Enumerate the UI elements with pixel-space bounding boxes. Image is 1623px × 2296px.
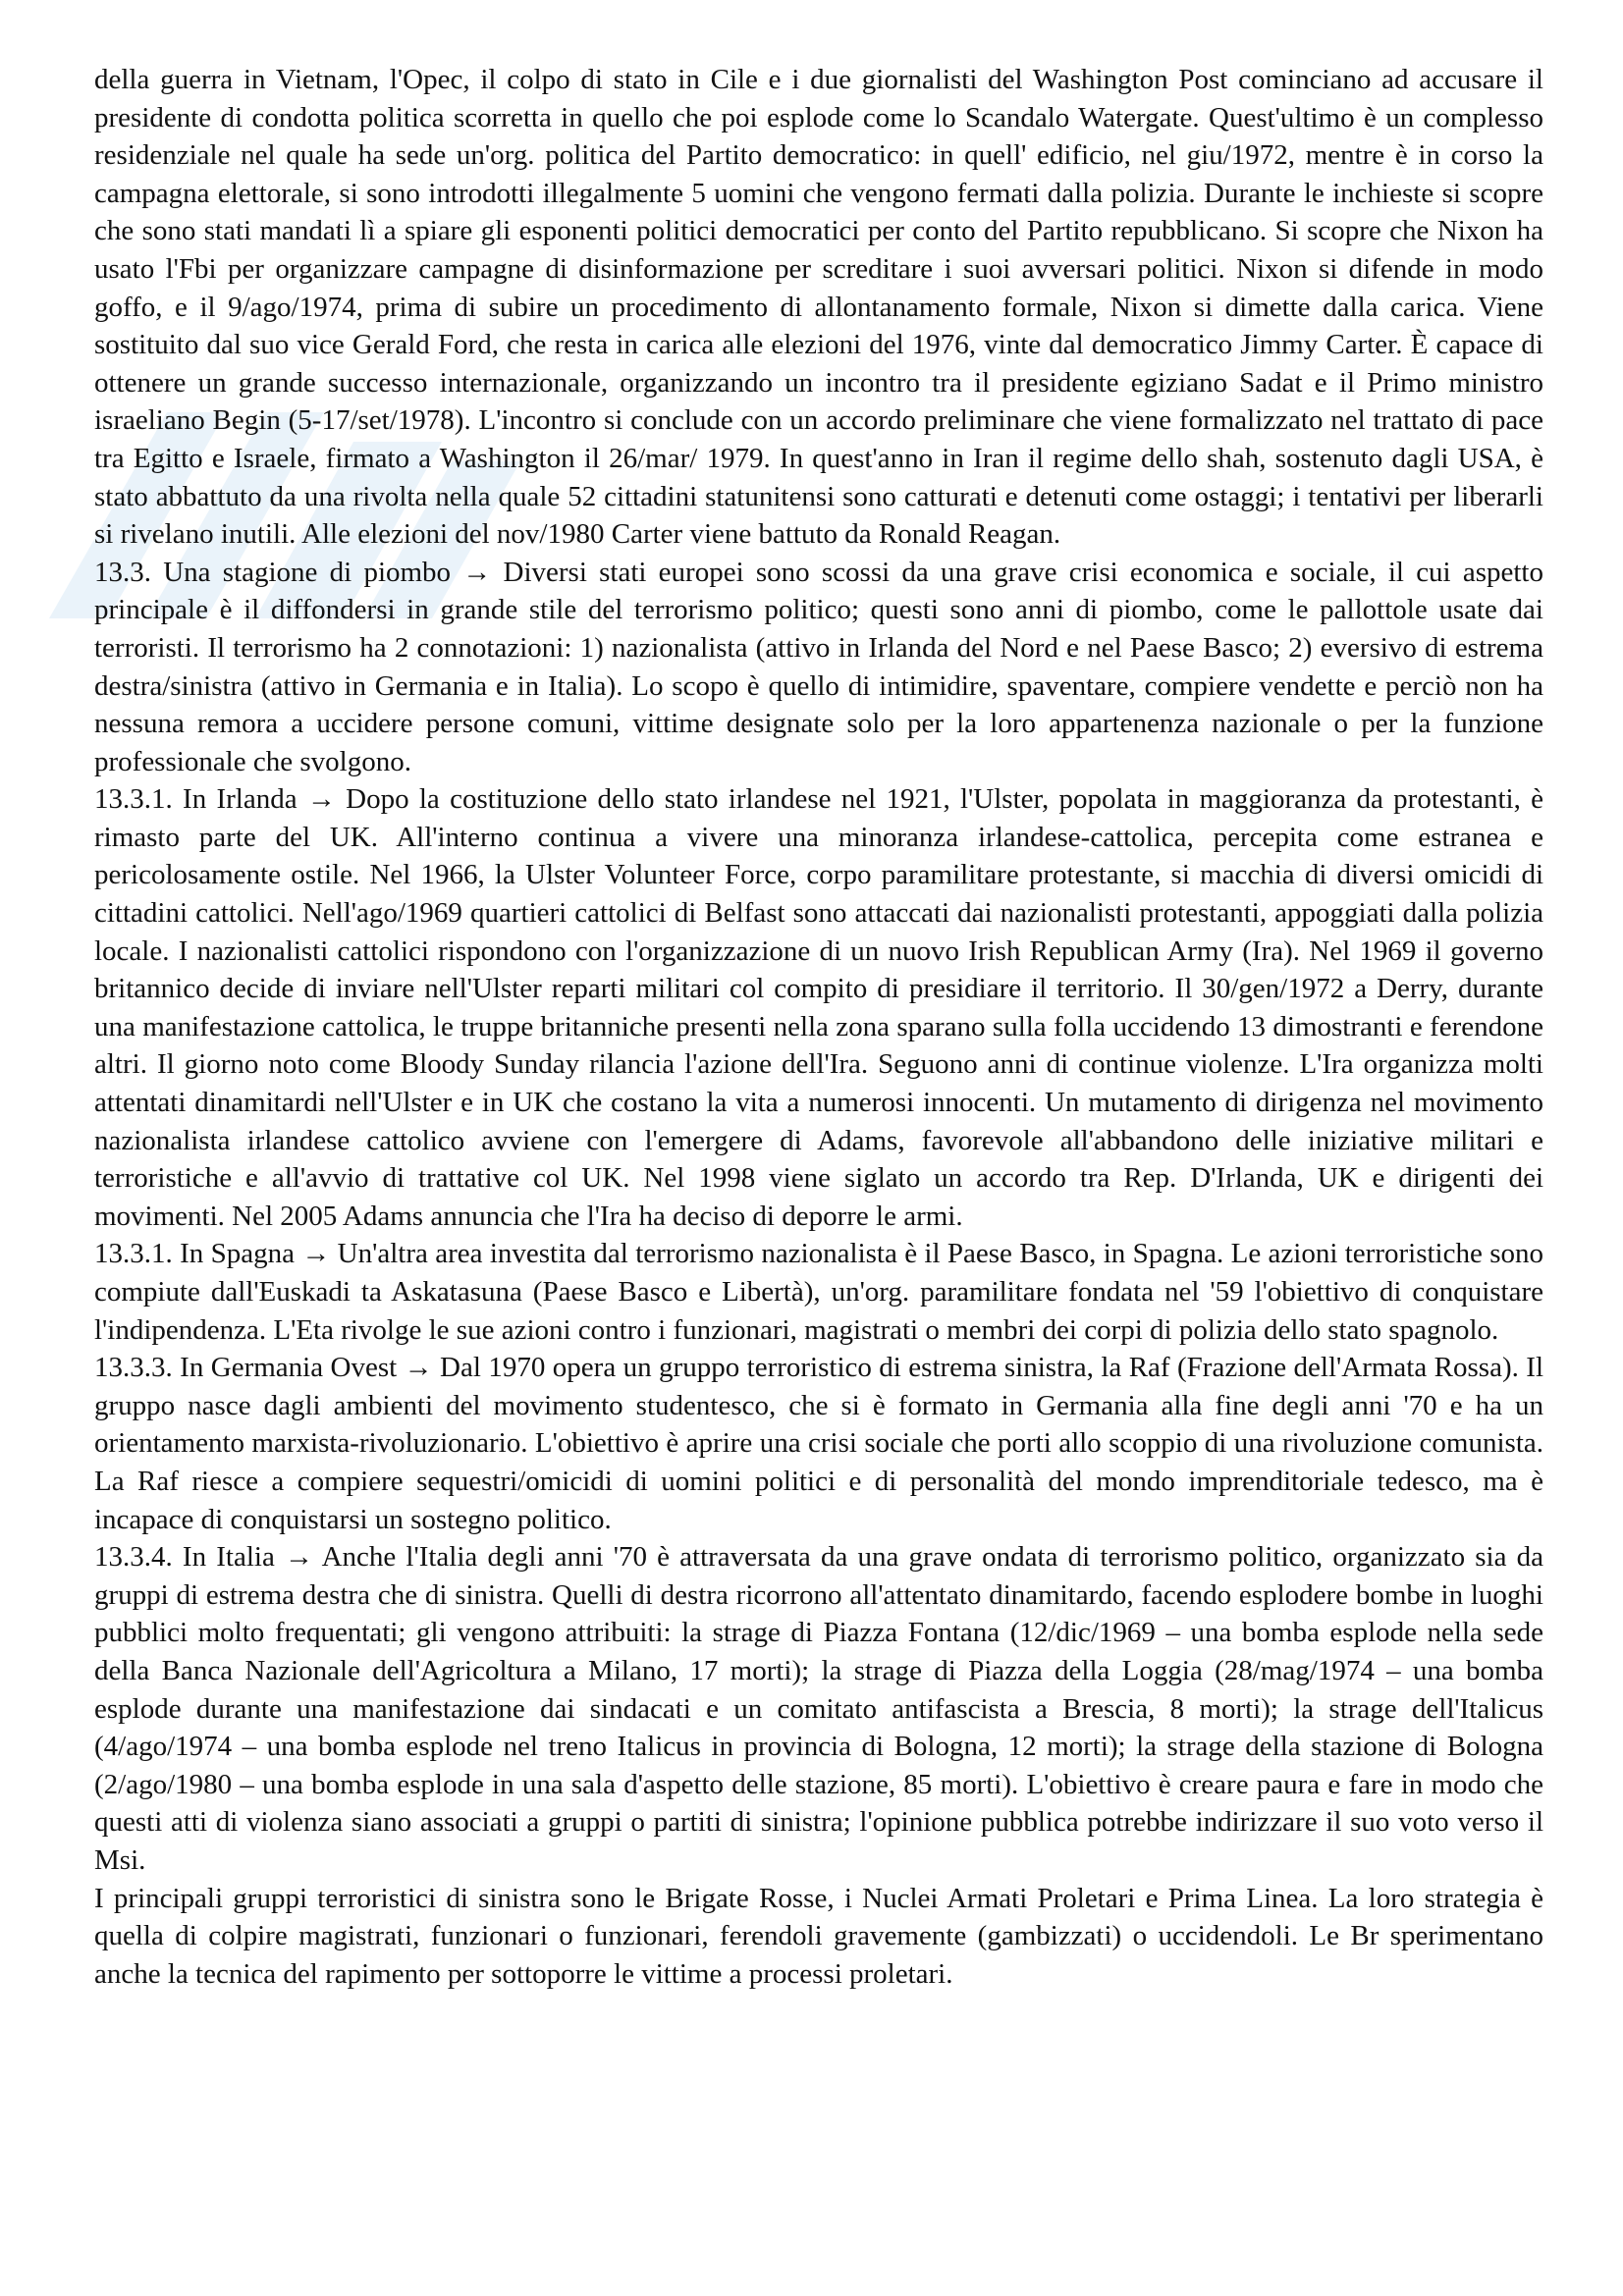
paragraph-gruppi-sinistra: I principali gruppi terroristici di sinistra sono le Brigate Rosse, i Nuclei Armati Proletari e Prima Linea. La loro strategia è quella di colpire magistrati, funzionari o funzionari, ferendoli gravemente (gambizzati) o uccidendoli. Le Br sperimentano anche la tecnica del rapimento per sottoporre le vittime a processi proletari.	[94, 1882, 1543, 1990]
document-page	[94, 61, 1543, 1993]
paragraph-germania-ovest: 13.3.3. In Germania Ovest → Dal 1970 opera un gruppo terroristico di estrema sinistra, la Raf (Frazione dell'Armata Rossa). Il gruppo nasce dagli ambienti del movimento studentesco, che si è formato in Germania alla fine degli anni '70 e ha un orientamento marxista-rivoluzionario. L'obiettivo è aprire una crisi sociale che porti allo scoppio di una rivoluzione comunista. La Raf riesce a compiere sequestri/omicidi di uomini politici e di personalità del mondo imprenditoriale tedesco, ma è incapace di conquistarsi un sostegno politico.	[94, 1352, 1543, 1535]
paragraph-irlanda: 13.3.1. In Irlanda → Dopo la costituzione dello stato irlandese nel 1921, l'Ulster, popolata in maggioranza da protestanti, è rimasto parte del UK. All'interno continua a vivere una minoranza irlandese-cattolica, percepita come estranea e pericolosamente ostile. Nel 1966, la Ulster Volunteer Force, corpo paramilitare protestante, si macchia di diversi omicidi di cittadini cattolici. Nell'ago/1969 quartieri cattolici di Belfast sono attaccati dai nazionalisti protestanti, appoggiati dalla polizia locale. I nazionalisti cattolici rispondono con l'organizzazione di un nuovo Irish Republican Army (Ira). Nel 1969 il governo britannico decide di inviare nell'Ulster reparti militari col compito di presidiare il territorio. Il 30/gen/1972 a Derry, durante una manifestazione cattolica, le truppe britanniche presenti nella zona sparano sulla folla uccidendo 13 dimostranti e ferendone altri. Il giorno noto come Bloody Sunday rilancia l'azione dell'Ira. Seguono anni di continue violenze. L'Ira organizza molti attentati dinamitardi nell'Ulster e in UK che costano la vita a numerosi innocenti. Un mutamento di dirigenza nel movimento nazionalista irlandese cattolico avviene con l'emergere di Adams, favorevole all'abbandono delle iniziative militari e terroristiche e all'avvio di trattative col UK. Nel 1998 viene siglato un accordo tra Rep. D'Irlanda, UK e dirigenti dei movimenti. Nel 2005 Adams annuncia che l'Ira ha deciso di deporre le armi.	[94, 783, 1543, 1232]
paragraph-stagione-di-piombo: 13.3. Una stagione di piombo → Diversi stati europei sono scossi da una grave crisi economica e sociale, il cui aspetto principale è il diffondersi in grande stile del terrorismo politico; questi sono anni di piombo, come le pallottole usate dai terroristi. Il terrorismo ha 2 connotazioni: 1) nazionalista (attivo in Irlanda del Nord e nel Paese Basco; 2) eversivo di estrema destra/sinistra (attivo in Germania e in Italia). Lo scopo è quello di intimidire, spaventare, compiere vendette e perciò non ha nessuna remora a uccidere persone comuni, vittime designate solo per la loro appartenenza nazionale o per la funzione professionale che svolgono.	[94, 556, 1543, 777]
paragraph-watergate: della guerra in Vietnam, l'Opec, il colpo di stato in Cile e i due giornalisti del Washington Post cominciano ad accusare il presidente di condotta politica scorretta in quello che poi esplode come lo Scandalo Watergate. Quest'ultimo è un complesso residenziale nel quale ha sede un'org. politica del Partito democratico: in quell' edificio, nel giu/1972, mentre è in corso la campagna elettorale, si sono introdotti illegalmente 5 uomini che vengono fermati dalla polizia. Durante le inchieste si scopre che sono stati mandati lì a spiare gli esponenti politici democratici per conto del Partito repubblicano. Si scopre che Nixon ha usato l'Fbi per organizzare campagne di disinformazione per screditare i suoi avversari politici. Nixon si difende in modo goffo, e il 9/ago/1974, prima di subire un procedimento di allontanamento formale, Nixon si dimette dalla carica. Viene sostituito dal suo vice Gerald Ford, che resta in carica alle elezioni del 1976, vinte dal democratico Jimmy Carter. È capace di ottenere un grande successo internazionale, organizzando un incontro tra il presidente egiziano Sadat e il Primo ministro israeliano Begin (5-17/set/1978). L'incontro si conclude con un accordo preliminare che viene formalizzato nel trattato di pace tra Egitto e Israele, firmato a Washington il 26/mar/ 1979. In quest'anno in Iran il regime dello shah, sostenuto dagli USA, è stato abbattuto da una rivolta nella quale 52 cittadini statunitensi sono catturati e detenuti come ostaggi; i tentativi per liberarli si rivelano inutili. Alle elezioni del nov/1980 Carter viene battuto da Ronald Reagan.	[94, 64, 1543, 551]
paragraph-spagna: 13.3.1. In Spagna → Un'altra area investita dal terrorismo nazionalista è il Paese Basco, in Spagna. Le azioni terroristiche sono compiute dall'Euskadi ta Askatasuna (Paese Basco e Libertà), un'org. paramilitare fondata nel '59 l'obiettivo di conquistare l'indipendenza. L'Eta rivolge le sue azioni contro i funzionari, magistrati o membri dei corpi di polizia dello stato spagnolo.	[94, 1238, 1543, 1346]
paragraph-italia: 13.3.4. In Italia → Anche l'Italia degli anni '70 è attraversata da una grave ondata di terrorismo politico, organizzato sia da gruppi di estrema destra che di sinistra. Quelli di destra ricorrono all'attentato dinamitardo, facendo esplodere bombe in luoghi pubblici molto frequentati; gli vengono attribuiti: la strage di Piazza Fontana (12/dic/1969 – una bomba esplode nella sede della Banca Nazionale dell'Agricoltura a Milano, 17 morti); la strage di Piazza della Loggia (28/mag/1974 – una bomba esplode durante una manifestazione dai sindacati e un comitato antifascista a Brescia, 8 morti); la strage dell'Italicus (4/ago/1974 – una bomba esplode nel treno Italicus in provincia di Bologna, 12 morti); la strage della stazione di Bologna (2/ago/1980 – una bomba esplode in una sala d'aspetto delle stazione, 85 morti). L'obiettivo è creare paura e fare in modo che questi atti di violenza siano associati a gruppi o partiti di sinistra; l'opinione pubblica potrebbe indirizzare il suo voto verso il Msi.	[94, 1541, 1543, 1876]
